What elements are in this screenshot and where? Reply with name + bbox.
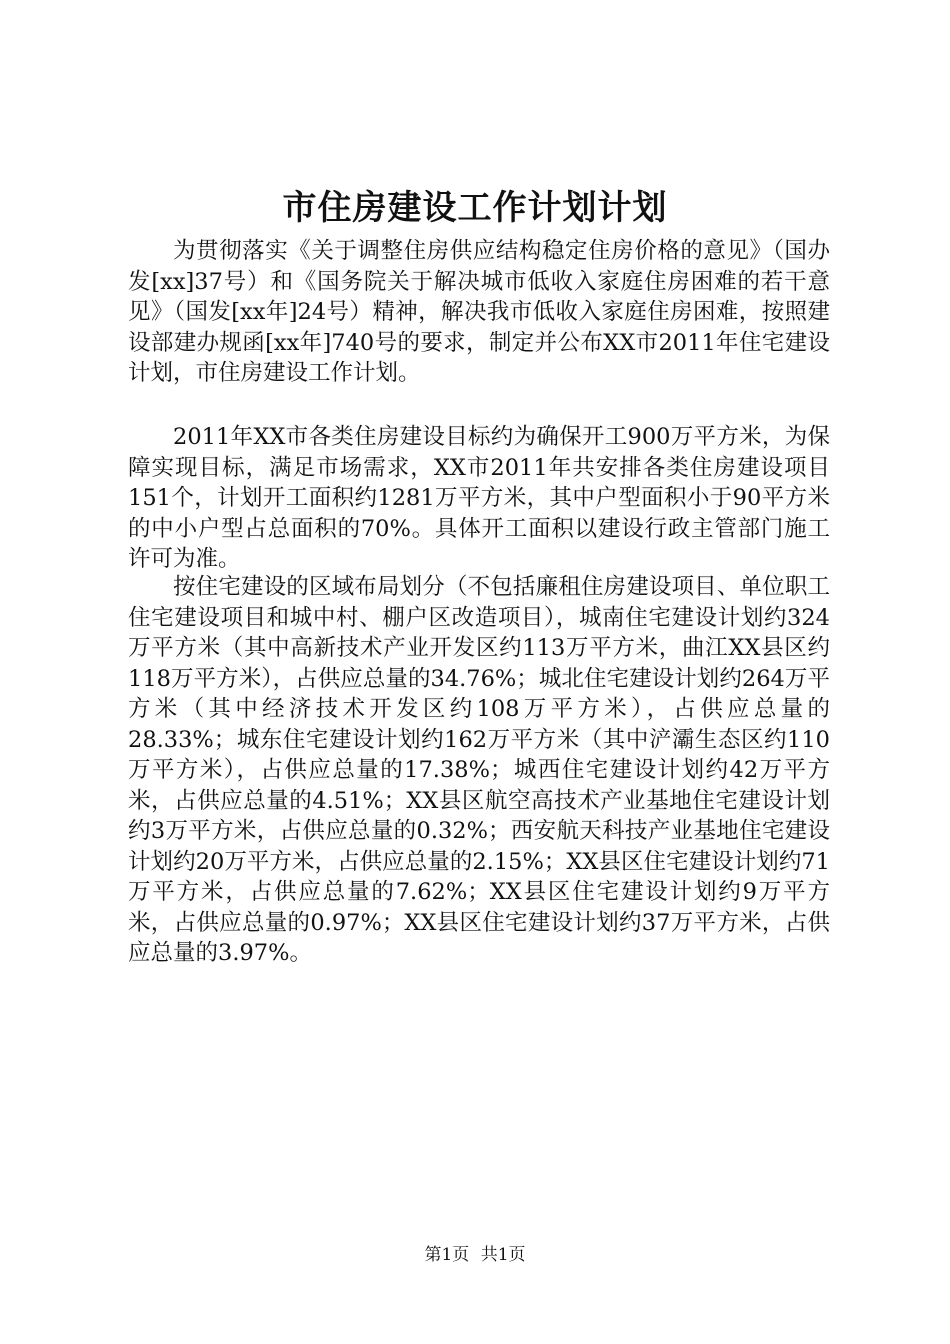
- page-number: 第1页: [424, 1245, 470, 1265]
- page-footer: [0, 1244, 950, 1266]
- document-title: 市住房建设工作计划计划: [282, 188, 668, 228]
- paragraph-targets: 2011年XX市各类住房建设目标约为确保开工900万平方米，为保障实现目标，满足市场需求，XX市2011年共安排各类住房建设项目151个，计划开工面积约1281万平方米，其中户型面积小于90平方米的中小户型占总面积的70%。具体开工面积以建设行政主管部门施工许可为准。: [128, 424, 830, 572]
- paragraph-regional-layout: 按住宅建设的区域布局划分（不包括廉租住房建设项目、单位职工住宅建设项目和城中村、棚户区改造项目），城南住宅建设计划约324万平方米（其中高新技术产业开发区约113万平方米，曲江XX县区约118万平方米），占供应总量的34.76%；城北住宅建设计划约264万平方米（其中经济技术开发区约108万平方米），占供应总量的28.33%；城东住宅建设计划约162万平方米（其中浐灞生态区约110万平方米），占供应总量的17.38%；城西住宅建设计划约42万平方米，占供应总量的4.51%；XX县区航空高技术产业基地住宅建设计划约3万平方米，占供应总量的0.32%；西安航天科技产业基地住宅建设计划约20万平方米，占供应总量的2.15%；XX县区住宅建设计划约71万平方米，占供应总量的7.62%；XX县区住宅建设计划约9万平方米，占供应总量的0.97%；XX县区住宅建设计划约37万平方米，占供应总量的3.97%。: [128, 574, 830, 966]
- page-total: 共1页: [480, 1245, 526, 1265]
- paragraph-intro: 为贯彻落实《关于调整住房供应结构稳定住房价格的意见》（国办发[xx]37号）和《国务院关于解决城市低收入家庭住房困难的若干意见》（国发[xx年]24号）精神，解决我市低收入家庭住房困难，按照建设部建办规函[xx年]740号的要求，制定并公布XX市2011年住宅建设计划，市住房建设工作计划。: [128, 238, 830, 386]
